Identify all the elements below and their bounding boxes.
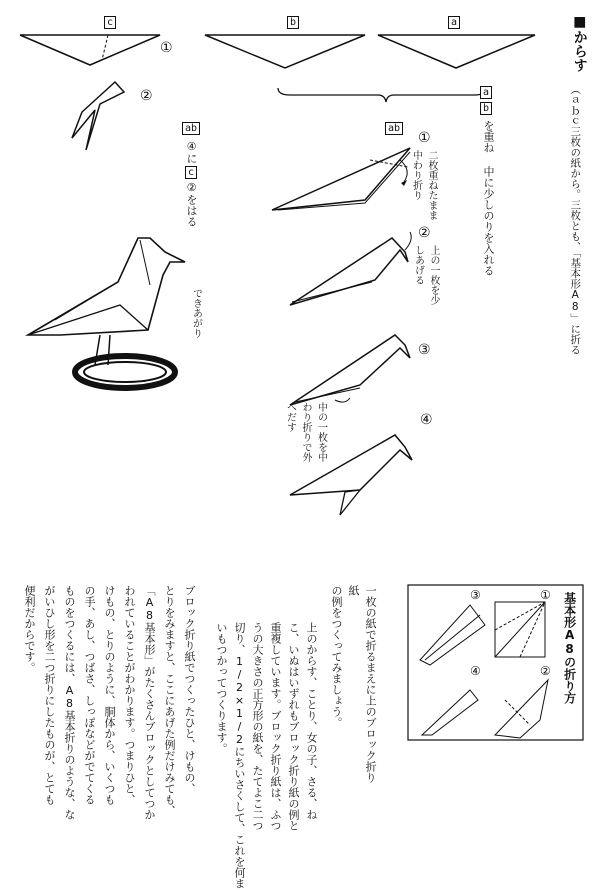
- body-line: 切り、1/2×1/2にちいさくして、これを何ま: [233, 622, 246, 889]
- page-title: ■からす: [571, 14, 588, 72]
- finished-crow-illustration: [28, 238, 185, 388]
- step3-note: 中の一枚を中わり折りで外へだす: [284, 402, 327, 462]
- body-line: ものをつくるには、A8基本折りのような、な: [63, 585, 76, 820]
- done-label: できあがり: [190, 288, 202, 338]
- step-number-4: ④: [420, 412, 433, 428]
- intro-col-1: 一枚の紙で折るまえに上のブロック折り紙: [347, 585, 378, 783]
- panel-title: 基本形A8の折り方: [562, 592, 577, 704]
- piece-c2-diagram: [72, 82, 124, 150]
- step-number-3: ③: [418, 342, 431, 358]
- label-ab-right: ab: [385, 122, 403, 135]
- body-paragraph-1: [200, 622, 320, 889]
- label-c: c: [104, 16, 116, 29]
- brace: [278, 88, 485, 102]
- intro-col-2: の例をつくってみましょう。: [330, 585, 344, 728]
- body-line: とりをみますと、ここにあげた例だけみても、: [163, 585, 176, 816]
- body-line: こ、いぬはいずれもブロック折り紙の例と: [287, 622, 300, 831]
- label-b-stack: b: [480, 102, 492, 115]
- body-line: けもの、とりのように、胴体から、いくつも: [103, 585, 116, 805]
- step-number-1: ①: [418, 130, 431, 146]
- body-line: いもつかってつくります。: [215, 622, 228, 754]
- fold-step2-diagram: [290, 232, 411, 305]
- fold-step3-diagram: [290, 335, 410, 405]
- triangle-a-diagram: [378, 35, 535, 68]
- step1-note: 二枚重ねたまま中わり折り: [410, 150, 437, 220]
- step-number-2-c: ②: [140, 88, 153, 104]
- panel-step-3: ③: [470, 588, 481, 602]
- step2-note: 上の一枚を少しあげる: [412, 245, 439, 305]
- label-a-stack: a: [480, 86, 492, 99]
- label-a: a: [448, 16, 460, 29]
- body-line: われていることがわかります。つまりひと、: [123, 585, 136, 805]
- step-number-1-c: ①: [160, 40, 173, 56]
- triangle-c-diagram: [20, 35, 160, 65]
- body-line: の手、あし、つばさ、しっぽなどがでてくる: [83, 585, 96, 805]
- body-paragraph-2: [8, 585, 198, 830]
- title-subtitle: （ａｂｃ三枚の紙から。三枚とも、「基本形A8」に折る: [569, 84, 582, 355]
- body-line: 「A8基本形」がたくさんブロックとしてつか: [143, 585, 156, 820]
- panel-step-2: ②: [540, 664, 551, 678]
- body-line: 便利だからです。: [23, 585, 36, 673]
- body-line: 上のからす、ことり、女の子、さる、ね: [305, 622, 318, 820]
- body-line: ブロック折り紙でつくったひと、けもの、: [183, 585, 196, 794]
- label-b: b: [287, 16, 299, 29]
- step-number-2: ②: [418, 225, 431, 241]
- basic-fold-a8-panel: [408, 585, 583, 740]
- label-ab-left: ab: [182, 122, 200, 135]
- body-line: うの大きさの正方形の紙を、たてよこ二つ: [251, 622, 264, 831]
- body-line: 重複しています。ブロック折り紙は、ふつ: [269, 622, 282, 831]
- stack-note: を重ね 中に少しのりを入れる: [482, 120, 496, 276]
- triangle-b-diagram: [205, 35, 365, 68]
- fold-step1-diagram: [272, 148, 410, 210]
- step-ab-note: ④にc②をはる: [185, 140, 199, 227]
- panel-step-1: ①: [540, 588, 551, 602]
- body-line: がいひし形を二つ折りにしたものが、とても: [43, 585, 56, 805]
- panel-step-4: ④: [470, 664, 481, 678]
